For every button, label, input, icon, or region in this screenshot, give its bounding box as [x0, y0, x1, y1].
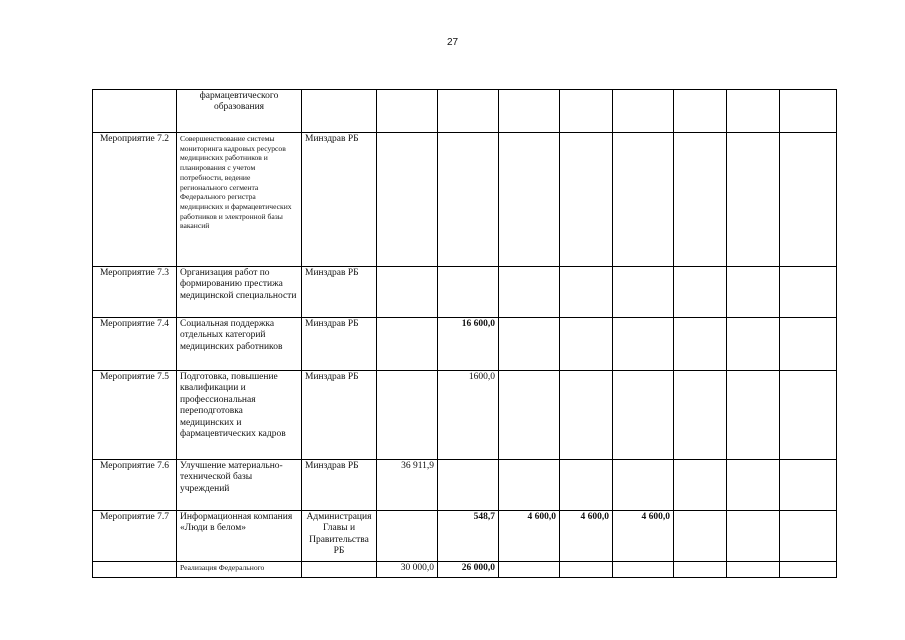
- value-cell: [674, 511, 727, 562]
- table-row: [93, 511, 837, 562]
- value-cell: [377, 511, 438, 562]
- value-cell: [674, 90, 727, 133]
- value-cell: [499, 562, 560, 578]
- value-cell: [613, 318, 674, 371]
- value-cell: [560, 371, 613, 460]
- value-cell: [560, 133, 613, 267]
- value-cell: [727, 318, 780, 371]
- value-cell: [674, 267, 727, 318]
- value-cell: [780, 511, 837, 562]
- value-cell: [674, 371, 727, 460]
- activity-code-cell: Мероприятие 7.2: [93, 133, 177, 267]
- value-cell: [499, 318, 560, 371]
- value-cell: [560, 460, 613, 511]
- value-cell: [780, 90, 837, 133]
- value-cell: 4 600,0: [560, 511, 613, 562]
- activity-name-cell: Информационная компания «Люди в белом»: [177, 511, 302, 562]
- activity-code-cell: Мероприятие 7.4: [93, 318, 177, 371]
- value-cell: [438, 460, 499, 511]
- value-cell: [613, 562, 674, 578]
- value-cell: [674, 133, 727, 267]
- activity-name-cell: Подготовка, повышение квалификации и профессиональная переподготовка медицинских и фармацевтических кадров: [177, 371, 302, 460]
- value-cell: [780, 562, 837, 578]
- table-row: [93, 318, 837, 371]
- value-cell: [377, 371, 438, 460]
- value-cell: [727, 511, 780, 562]
- value-cell: 4 600,0: [613, 511, 674, 562]
- activity-code-cell: Мероприятие 7.3: [93, 267, 177, 318]
- executor-cell: Минздрав РБ: [302, 460, 377, 511]
- value-cell: [499, 267, 560, 318]
- table-row: [93, 460, 837, 511]
- value-cell: 30 000,0: [377, 562, 438, 578]
- value-cell: [727, 460, 780, 511]
- activity-name-cell: Совершенствование системы мониторинга кадровых ресурсов медицинских работников и планирования с учетом потребности, ведение регионального сегмента Федерального регистра медицинских и фармацевтических работников и электронной базы вакансий: [177, 133, 302, 267]
- value-cell: [780, 371, 837, 460]
- value-cell: [377, 133, 438, 267]
- activity-code-cell: [93, 90, 177, 133]
- value-cell: [438, 267, 499, 318]
- value-cell: [727, 133, 780, 267]
- value-cell: [499, 371, 560, 460]
- value-cell: [780, 267, 837, 318]
- table-row: [93, 562, 837, 578]
- program-activities-table: [92, 89, 837, 578]
- value-cell: [674, 460, 727, 511]
- activity-name-cell: Организация работ по формированию престижа медицинской специальности: [177, 267, 302, 318]
- value-cell: [499, 90, 560, 133]
- value-cell: [377, 267, 438, 318]
- executor-cell: Администрация Главы и Правительства РБ: [302, 511, 377, 562]
- value-cell: 4 600,0: [499, 511, 560, 562]
- value-cell: [613, 371, 674, 460]
- value-cell: [780, 318, 837, 371]
- page-number: 27: [446, 37, 459, 48]
- value-cell: [377, 318, 438, 371]
- value-cell: 36 911,9: [377, 460, 438, 511]
- value-cell: [438, 133, 499, 267]
- value-cell: [674, 562, 727, 578]
- value-cell: [674, 318, 727, 371]
- executor-cell: [302, 562, 377, 578]
- table-row: [93, 371, 837, 460]
- value-cell: [560, 267, 613, 318]
- activity-name-cell: Реализация Федерального: [177, 562, 302, 578]
- executor-cell: Минздрав РБ: [302, 133, 377, 267]
- activity-name-cell: Улучшение материально-технической базы учреждений: [177, 460, 302, 511]
- table-row: [93, 267, 837, 318]
- value-cell: [727, 562, 780, 578]
- executor-cell: Минздрав РБ: [302, 371, 377, 460]
- executor-cell: Минздрав РБ: [302, 318, 377, 371]
- value-cell: [613, 90, 674, 133]
- value-cell: [560, 90, 613, 133]
- value-cell: [438, 90, 499, 133]
- activity-code-cell: Мероприятие 7.5: [93, 371, 177, 460]
- value-cell: [377, 90, 438, 133]
- value-cell: 1600,0: [438, 371, 499, 460]
- executor-cell: [302, 90, 377, 133]
- activity-name-cell: фармацевтического образования: [177, 90, 302, 133]
- activity-name-cell: Социальная поддержка отдельных категорий медицинских работников: [177, 318, 302, 371]
- executor-cell: Минздрав РБ: [302, 267, 377, 318]
- table-row: [93, 133, 837, 267]
- value-cell: [613, 460, 674, 511]
- value-cell: [613, 133, 674, 267]
- value-cell: [727, 371, 780, 460]
- activity-code-cell: Мероприятие 7.7: [93, 511, 177, 562]
- value-cell: [560, 318, 613, 371]
- value-cell: [560, 562, 613, 578]
- value-cell: 26 000,0: [438, 562, 499, 578]
- value-cell: [780, 133, 837, 267]
- value-cell: [727, 90, 780, 133]
- value-cell: [727, 267, 780, 318]
- activity-code-cell: Мероприятие 7.6: [93, 460, 177, 511]
- value-cell: 16 600,0: [438, 318, 499, 371]
- table-row: [93, 90, 837, 133]
- value-cell: [780, 460, 837, 511]
- value-cell: [613, 267, 674, 318]
- value-cell: [499, 460, 560, 511]
- value-cell: 548,7: [438, 511, 499, 562]
- value-cell: [499, 133, 560, 267]
- activity-code-cell: [93, 562, 177, 578]
